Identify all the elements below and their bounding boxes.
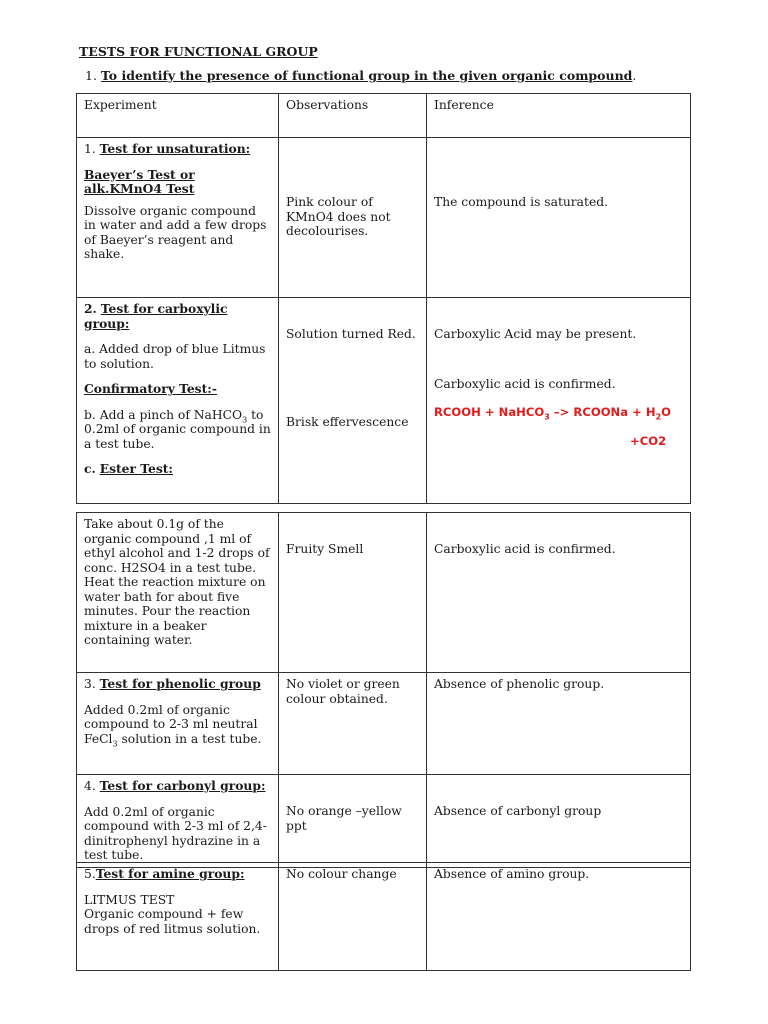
litmus-inference: Carboxylic Acid may be present. <box>434 327 637 341</box>
ester-title-text: Ester Test: <box>99 461 173 476</box>
ester-observation: Fruity Smell <box>286 542 364 556</box>
phenolic-title <box>84 677 271 692</box>
carbonyl-experiment <box>77 775 279 868</box>
phenolic-num: 3. <box>84 677 96 691</box>
amine-procedure: Organic compound + few drops of red litmus solution. <box>84 907 261 936</box>
confirmatory-inference: Carboxylic acid is confirmed. <box>434 376 616 391</box>
amine-observation-cell <box>279 863 427 971</box>
amine-inference-cell <box>427 863 691 971</box>
ester-observation-cell <box>279 513 427 673</box>
amine-title <box>84 867 271 882</box>
row-carbonyl <box>77 775 691 868</box>
carboxylic-observation-cell <box>279 298 427 504</box>
phenolic-observation-cell <box>279 673 427 775</box>
phenolic-experiment <box>77 673 279 775</box>
litmus-observation: Solution turned Red. <box>286 327 416 341</box>
carboxylic-title <box>84 302 271 331</box>
carbonyl-procedure: Add 0.2ml of organic compound with 2-3 ml of 2,4-dinitrophenyl hydrazine in a test tube. <box>84 804 267 862</box>
unsaturation-inference: The compound is saturated. <box>434 195 609 209</box>
header-experiment: Experiment <box>77 94 279 138</box>
phenolic-procedure-post: solution in a test tube. <box>117 731 262 746</box>
unsaturation-subtitle: Baeyer’s Test or alk.KMnO4 Test <box>84 166 195 196</box>
unsaturation-inference-cell <box>427 138 691 298</box>
carboxylic-num: 2. <box>84 301 97 316</box>
amine-num: 5. <box>84 867 96 881</box>
phenolic-procedure-sub: 3 <box>112 738 118 748</box>
reaction-sub-b: 2 <box>655 412 662 422</box>
litmus-procedure: a. Added drop of blue Litmus to solution. <box>84 342 266 371</box>
unsaturation-observation-cell <box>279 138 427 298</box>
unsaturation-experiment <box>77 138 279 298</box>
ester-label: c. <box>84 461 96 476</box>
phenolic-procedure <box>84 703 271 747</box>
phenolic-observation: No violet or green colour obtained. <box>286 677 400 706</box>
bicarbonate-post: to 0.2ml of organic compound in a test tube. <box>84 407 271 451</box>
bicarbonate-pre: Add a pinch of NaHCO <box>99 407 243 422</box>
row-phenolic <box>77 673 691 775</box>
unsaturation-procedure: Dissolve organic compound in water and add a few drops of Baeyer’s reagent and shake. <box>84 203 267 261</box>
ester-inference: Carboxylic acid is confirmed. <box>434 542 616 556</box>
confirmatory-title: Confirmatory Test:- <box>84 381 217 396</box>
unsaturation-num: 1. <box>84 142 96 156</box>
carbonyl-inference: Absence of carbonyl group <box>434 804 602 818</box>
amine-inference: Absence of amino group. <box>434 867 590 881</box>
row-amine <box>77 863 691 971</box>
amine-title-text: Test for amine group: <box>95 866 245 881</box>
unsaturation-title-text: Test for unsaturation: <box>99 141 251 156</box>
amine-observation: No colour change <box>286 867 397 881</box>
reaction-part-c: O <box>661 405 671 419</box>
bicarbonate-sub: 3 <box>242 414 248 424</box>
carbonyl-num: 4. <box>84 779 96 793</box>
carbonyl-title-text: Test for carbonyl group: <box>99 778 266 793</box>
phenolic-inference: Absence of phenolic group. <box>434 677 605 691</box>
phenolic-inference-cell <box>427 673 691 775</box>
carboxylic-experiment <box>77 298 279 504</box>
amine-experiment <box>77 863 279 971</box>
reaction-part-a: RCOOH + NaHCO <box>434 405 545 419</box>
heading-text: To identify the presence of functional group in the given organic compound <box>100 68 633 83</box>
carbonyl-observation: No orange –yellow ppt <box>286 804 402 833</box>
reaction-part-b: –> RCOONa + H <box>549 405 656 419</box>
heading-number: 1. <box>85 68 97 83</box>
reaction-equation <box>434 405 683 420</box>
page-title: TESTS FOR FUNCTIONAL GROUP <box>79 44 318 59</box>
carboxylic-inference-cell <box>427 298 691 504</box>
bicarbonate-label: b. <box>84 407 96 422</box>
row-ester <box>77 513 691 673</box>
bicarbonate-observation: Brisk effervescence <box>286 414 409 429</box>
ester-test-title <box>84 462 271 477</box>
phenolic-title-text: Test for phenolic group <box>99 676 261 691</box>
reaction-sub-a: 3 <box>544 412 550 422</box>
carboxylic-title-text: Test for carboxylic group: <box>84 301 228 331</box>
tests-table-2 <box>76 512 691 868</box>
table-header-row <box>77 94 691 138</box>
header-observations: Observations <box>279 94 427 138</box>
header-inference: Inference <box>427 94 691 138</box>
bicarbonate-procedure <box>84 408 271 452</box>
carbonyl-inference-cell <box>427 775 691 868</box>
unsaturation-observation: Pink colour of KMnO4 does not decolourises. <box>286 195 391 238</box>
phenolic-procedure-pre: Added 0.2ml of organic compound to 2-3 ml neutral FeCl <box>84 702 258 746</box>
heading-period: . <box>632 68 637 83</box>
carbonyl-title <box>84 779 271 794</box>
row-unsaturation <box>77 138 691 298</box>
unsaturation-title <box>84 142 271 157</box>
tests-table-3 <box>76 862 691 971</box>
amine-subtitle: LITMUS TEST <box>84 892 175 907</box>
reaction-co2: +CO2 <box>630 433 667 448</box>
ester-procedure: Take about 0.1g of the organic compound ,1 ml of ethyl alcohol and 1-2 drops of conc. H2SO4 in a test tube. Heat the reaction mixture on water bath for about five minutes. Pour the reaction mixture in a beaker containing water. <box>84 517 270 647</box>
section-heading <box>85 69 636 84</box>
row-carboxylic <box>77 298 691 504</box>
ester-inference-cell <box>427 513 691 673</box>
carbonyl-observation-cell <box>279 775 427 868</box>
tests-table-1 <box>76 93 691 504</box>
ester-experiment <box>77 513 279 673</box>
